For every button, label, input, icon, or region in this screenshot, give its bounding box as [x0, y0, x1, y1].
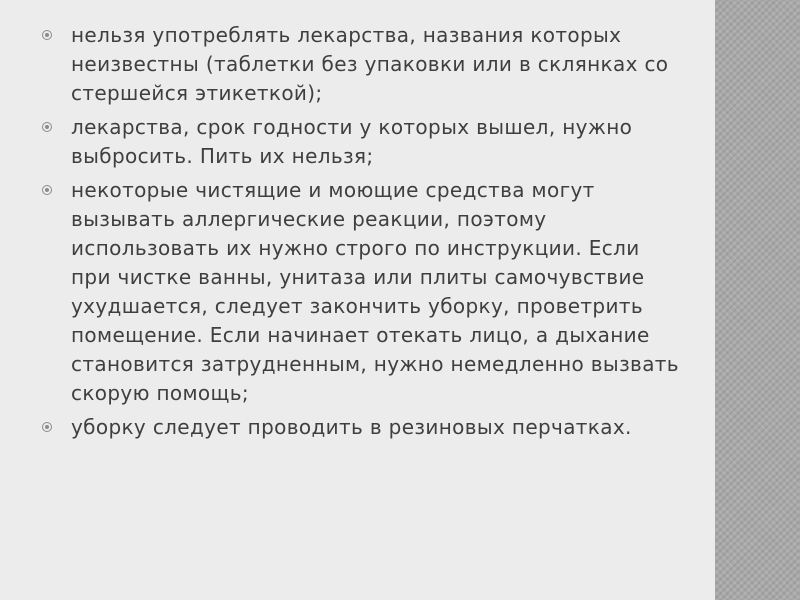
- side-stripe: [715, 0, 800, 600]
- bullet-text-3: некоторые чистящие и моющие средства могут вызывать аллергические реакции, поэтому использовать их нужно строго по инструкции. Если при чистке ванны, унитаза или плиты самочувствие ухудшается, следует закончить уборку, проветрить помещение. Если начинает отекать лицо, а дыхание становится затрудненным, нужно немедленно вызвать скорую помощь;: [71, 178, 679, 405]
- bullet-text-4: уборку следует проводить в резиновых перчатках.: [71, 415, 632, 439]
- bullet-text-2: лекарства, срок годности у которых вышел, нужно выбросить. Пить их нельзя;: [71, 115, 633, 168]
- bullet-item-3: [42, 176, 682, 408]
- bullet-item-4: [42, 413, 682, 442]
- bullet-text-1: нельзя употреблять лекарства, названия которых неизвестны (таблетки без упаковки или в склянках со стершейся этикеткой);: [71, 23, 669, 105]
- circle-bullet-icon: [42, 30, 52, 40]
- circle-bullet-icon: [42, 122, 52, 132]
- bullet-item-2: [42, 113, 682, 171]
- bullet-item-1: [42, 21, 682, 108]
- circle-bullet-icon: [42, 185, 52, 195]
- circle-bullet-icon: [42, 422, 52, 432]
- bullet-list: [42, 21, 682, 447]
